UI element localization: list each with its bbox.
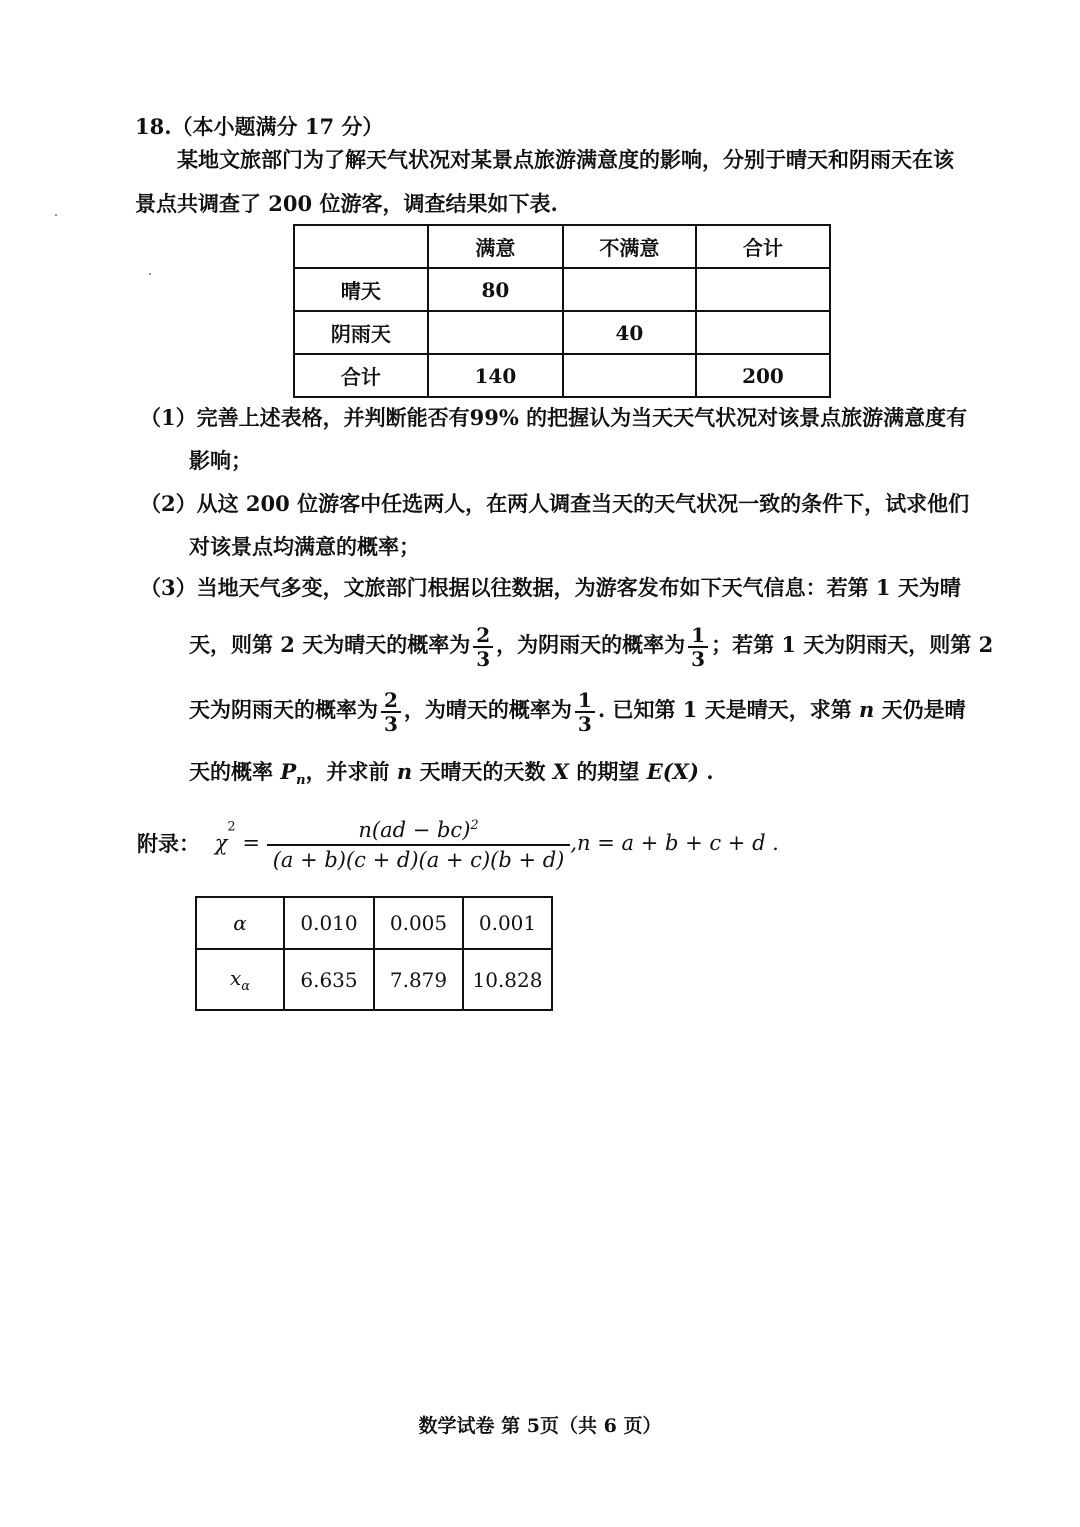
var-P-sub: n (296, 773, 306, 789)
question-2-line1: （2）从这 200 位游客中任选两人，在两人调查当天的天气状况一致的条件下，试求他们 (140, 491, 970, 516)
problem-intro-line2: 景点共调查了 200 位游客，调查结果如下表. (135, 191, 558, 216)
table-cell: 200 (696, 354, 830, 397)
question-3-line3 (189, 685, 966, 735)
table-row (196, 897, 552, 949)
question-1-line1: （1）完善上述表格，并判断能否有99% 的把握认为当天天气状况对该景点旅游满意度有 (140, 405, 968, 430)
appendix-formula (137, 812, 779, 874)
q3-text: 天为阴雨天的概率为 (189, 697, 378, 722)
table-cell: 晴天 (294, 268, 428, 311)
scan-speck (55, 214, 57, 216)
x-label: x (229, 965, 242, 990)
question-3-line2 (189, 620, 993, 670)
page-footer: 数学试卷 第 5页（共 6 页） (418, 1415, 662, 1437)
q3-text: 天，则第 2 天为晴天的概率为 (189, 632, 471, 657)
fraction-numerator: 1 (688, 624, 708, 648)
var-n: n (859, 697, 875, 722)
table-cell: 10.828 (463, 949, 552, 1010)
critical-value-table (195, 896, 553, 1011)
numerator-text: n(ad − bc) (358, 818, 471, 842)
fraction-numerator: 2 (381, 689, 401, 713)
q3-text: 天仍是晴 (881, 697, 966, 722)
table-row (294, 268, 830, 311)
formula-tail: ,n = a + b + c + d . (570, 831, 779, 855)
survey-table (293, 224, 831, 398)
chi-sup: 2 (227, 819, 236, 835)
fraction-denominator: (a + b)(c + d)(a + c)(b + d) (272, 848, 565, 872)
fraction-numerator: 2 (473, 624, 493, 648)
fraction-one-third (688, 624, 708, 670)
problem-header: 18.（本小题满分 17 分） (135, 114, 384, 139)
fraction-two-thirds (473, 624, 493, 670)
table-cell: 阴雨天 (294, 311, 428, 354)
q3-text: ；若第 1 天为阴雨天，则第 2 (711, 632, 994, 657)
question-3-line1: （3）当地天气多变，文旅部门根据以往数据，为游客发布如下天气信息：若第 1 天为晴 (140, 575, 961, 600)
table-row (196, 949, 552, 1010)
var-P: P (280, 759, 297, 784)
table-cell: 140 (428, 354, 563, 397)
fraction-denominator: 3 (691, 646, 706, 671)
numerator-sup: 2 (470, 818, 479, 833)
scan-speck (149, 273, 151, 275)
expectation-EX: E(X) (646, 759, 699, 784)
q3-text: ，为阴雨天的概率为 (496, 632, 686, 657)
fraction-numerator (267, 812, 571, 846)
table-cell: 0.010 (284, 897, 374, 949)
table-cell (696, 311, 830, 354)
fraction-denominator: 3 (384, 711, 398, 736)
table-cell: 40 (563, 311, 696, 354)
table-row (294, 354, 830, 397)
q3-text: . 已知第 1 天是晴天，求第 (597, 697, 852, 722)
table-cell: 合计 (294, 354, 428, 397)
var-X: X (552, 759, 570, 784)
q3-text: ，并求前 (305, 759, 390, 784)
table-cell (196, 949, 284, 1010)
table-cell: 80 (428, 268, 563, 311)
table-cell (696, 268, 830, 311)
table-cell: 满意 (428, 225, 563, 268)
table-cell: 0.001 (463, 897, 552, 949)
table-header-row (294, 225, 830, 268)
chi-symbol: χ (214, 831, 228, 855)
question-1-line2: 影响； (189, 448, 252, 473)
table-cell: 合计 (696, 225, 830, 268)
equals-sign: = (242, 831, 260, 855)
table-cell (428, 311, 563, 354)
q3-text: 天晴天的天数 (419, 759, 546, 784)
table-cell: 6.635 (284, 949, 374, 1010)
table-cell: 0.005 (374, 897, 463, 949)
appendix-label: 附录： (137, 831, 200, 856)
table-cell (294, 225, 428, 268)
question-3-line4 (189, 757, 714, 796)
fraction-one-third (575, 689, 595, 735)
table-cell: 7.879 (374, 949, 463, 1010)
table-cell: 不满意 (563, 225, 696, 268)
chi-square-fraction (267, 812, 571, 874)
q3-text: ，为晴天的概率为 (403, 697, 572, 722)
question-2-line2: 对该景点均满意的概率； (189, 534, 420, 559)
q3-text: 的期望 (576, 759, 640, 784)
x-label-sub: α (241, 978, 251, 994)
q3-text: . (706, 759, 714, 784)
fraction-denominator: 3 (476, 646, 491, 671)
fraction-two-thirds (381, 689, 401, 735)
q3-text: 天的概率 (189, 759, 273, 784)
table-row (294, 311, 830, 354)
fraction-numerator: 1 (575, 689, 595, 713)
table-cell (563, 354, 696, 397)
var-n: n (396, 759, 413, 784)
fraction-denominator: 3 (577, 711, 592, 736)
table-cell: α (196, 897, 284, 949)
table-cell (563, 268, 696, 311)
problem-intro-line1: 某地文旅部门为了解天气状况对某景点旅游满意度的影响，分别于晴天和阴雨天在该 (177, 147, 954, 172)
